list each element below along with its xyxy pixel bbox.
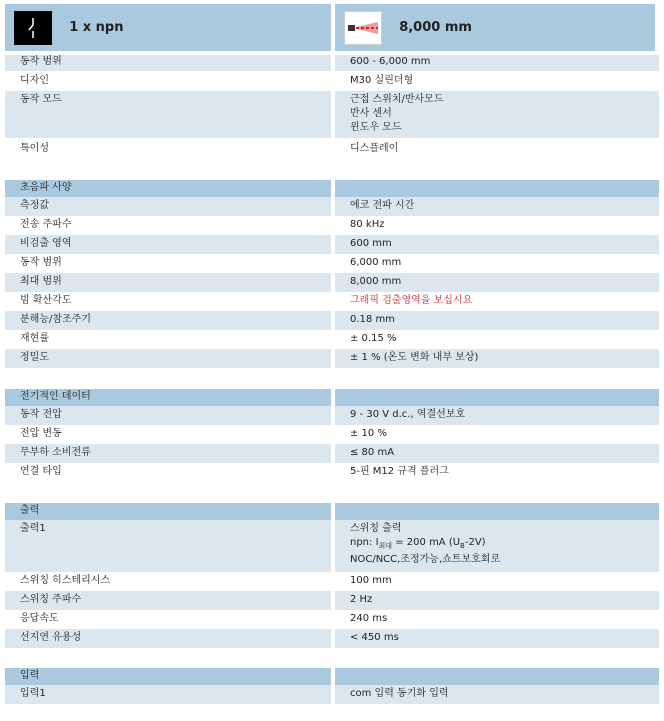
row-label: 비검출 영역 [5, 235, 335, 254]
table-row [5, 629, 659, 648]
section-header [5, 503, 659, 520]
header-table [5, 4, 659, 51]
table-row [5, 591, 659, 610]
table-row [5, 685, 659, 704]
row-value: ≤ 80 mA [335, 444, 659, 463]
row-label: 전압 변동 [5, 425, 335, 444]
table-row [5, 273, 659, 292]
table-row [5, 330, 659, 349]
row-value: 240 ms [335, 610, 659, 629]
row-label: 동작 전압 [5, 406, 335, 425]
output-table [5, 503, 659, 648]
row-label: 선지연 유용성 [5, 629, 335, 648]
row-value: 600 mm [335, 235, 659, 254]
table-row [5, 197, 659, 216]
output-line: 스위칭 출력 [350, 523, 402, 534]
section-title: 출력 [5, 503, 335, 520]
row-value: 8,000 mm [335, 273, 659, 292]
row-label: 입력1 [5, 685, 335, 704]
row-label: 연결 타입 [5, 463, 335, 482]
row-label: 동작 범위 [5, 55, 335, 71]
row-label: 스위칭 히스테리시스 [5, 572, 335, 591]
section-title: 입력 [5, 668, 335, 685]
section-header [5, 180, 659, 197]
row-value: 디스플레이 [335, 138, 659, 158]
section-header [5, 668, 659, 685]
section-header [5, 389, 659, 406]
row-label: 디자인 [5, 71, 335, 91]
mode-line: 근접 스위치/반사모드 [350, 94, 444, 105]
row-label: 무부하 소비전류 [5, 444, 335, 463]
table-row [5, 520, 659, 572]
row-value: ± 10 % [335, 425, 659, 444]
row-value: 100 mm [335, 572, 659, 591]
table-row [5, 463, 659, 482]
row-label: 최대 범위 [5, 273, 335, 292]
header-left [5, 4, 335, 51]
section-title: 전기적인 데이터 [5, 389, 335, 406]
table-row [5, 91, 659, 138]
row-value: 600 - 6,000 mm [335, 55, 659, 71]
row-label: 재현률 [5, 330, 335, 349]
row-value: com 입력 동기화 입력 [335, 685, 659, 704]
row-value: M30 실린더형 [335, 71, 659, 91]
table-row [5, 610, 659, 629]
table-row [5, 425, 659, 444]
row-label: 전송 주파수 [5, 216, 335, 235]
row-value: < 450 ms [335, 629, 659, 648]
output-line: NOC/NCC,조정가능,쇼트보호회로 [350, 554, 501, 565]
table-row [5, 55, 659, 71]
row-value: 6,000 mm [335, 254, 659, 273]
section-title: 초음파 사양 [5, 180, 335, 197]
beam-spread-note: 그래픽 검출영역을 보십시요 [335, 292, 659, 311]
output-line: npn: $I_{최대} = 200$ mA $(U_B-2V)$ [350, 537, 486, 550]
row-label: 동작 범위 [5, 254, 335, 273]
general-table [5, 55, 659, 158]
mode-line: 반사 센서 [350, 108, 392, 119]
table-row [5, 572, 659, 591]
table-row [5, 406, 659, 425]
row-value: 에코 전파 시간 [335, 197, 659, 216]
row-label: 분해능/참조주기 [5, 311, 335, 330]
table-row [5, 444, 659, 463]
header-right-title: 8,000 mm [399, 19, 472, 35]
ultrasonic-beam-icon [344, 11, 382, 45]
row-value: ± 0.15 % [335, 330, 659, 349]
row-value: ± 1 % (온도 변화 내부 보상) [335, 349, 659, 368]
input-table [5, 668, 659, 704]
header-right [335, 4, 659, 51]
mode-line: 윈도우 모드 [350, 122, 402, 133]
row-label: 스위칭 주파수 [5, 591, 335, 610]
row-label: 출력1 [5, 520, 335, 572]
row-label: 측정값 [5, 197, 335, 216]
table-row [5, 349, 659, 368]
row-value: 2 Hz [335, 591, 659, 610]
header-left-title: 1 x npn [69, 19, 124, 35]
row-label: 빔 확산각도 [5, 292, 335, 311]
electrical-table [5, 389, 659, 482]
table-row [5, 216, 659, 235]
table-row [5, 311, 659, 330]
table-row [5, 71, 659, 91]
table-row [5, 254, 659, 273]
row-value: 0.18 mm [335, 311, 659, 330]
table-row [5, 235, 659, 254]
row-label: 정밀도 [5, 349, 335, 368]
row-value [335, 91, 659, 138]
row-label: 동작 모드 [5, 91, 335, 138]
table-row [5, 138, 659, 158]
row-value: 5-핀 M12 규격 플러그 [335, 463, 659, 482]
row-value [335, 520, 659, 572]
row-label: 응답속도 [5, 610, 335, 629]
table-row [5, 292, 659, 311]
row-label: 특이성 [5, 138, 335, 158]
ultrasonic-table [5, 180, 659, 368]
row-value: 9 - 30 V d.c., 역결선보호 [335, 406, 659, 425]
npn-switch-icon [14, 11, 52, 45]
row-value: 80 kHz [335, 216, 659, 235]
